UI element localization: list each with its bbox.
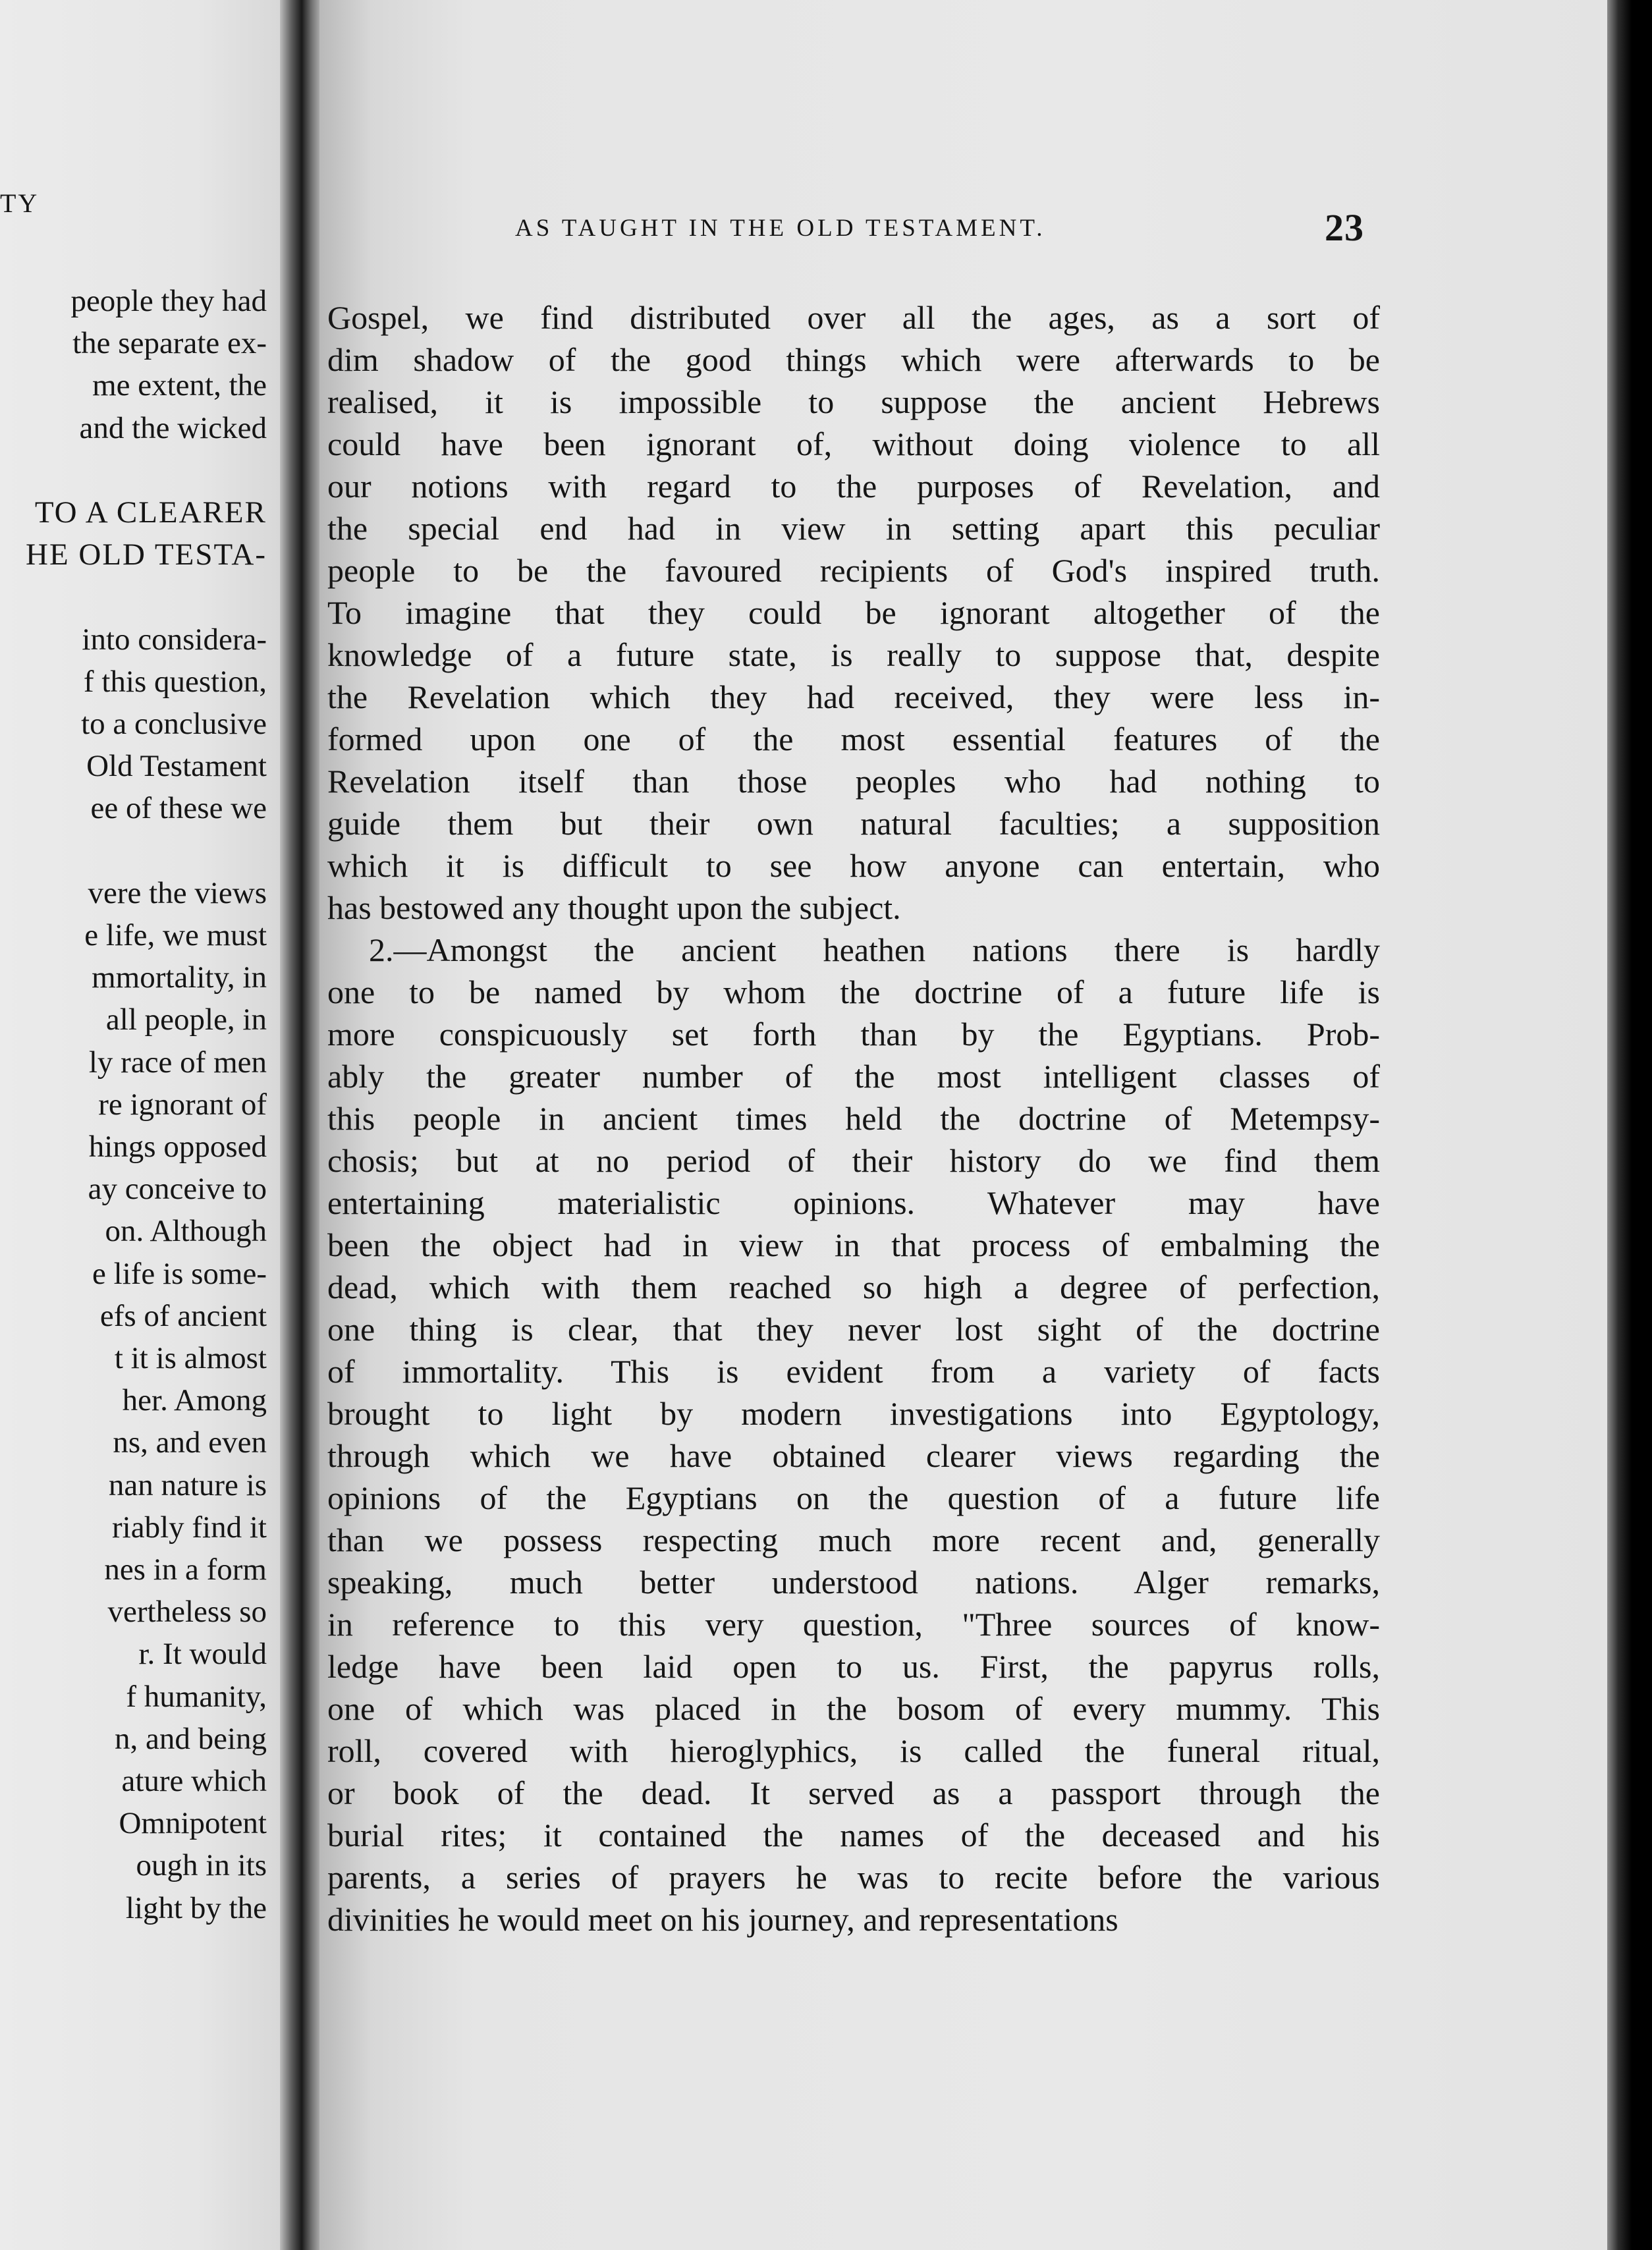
body-text-line: one of which was placed in the bosom of every mummy. This xyxy=(327,1690,1380,1727)
left-text-line: me extent, the xyxy=(92,368,267,402)
body-text-line: knowledge of a future state, is really to suppose that, despite xyxy=(327,636,1380,673)
body-text-line: 2.—Amongst the ancient heathen nations there is hardly xyxy=(369,931,1380,968)
left-text-line: e life is some- xyxy=(92,1257,267,1291)
left-text-line: r. It would xyxy=(138,1637,267,1671)
running-head: AS TAUGHT IN THE OLD TESTAMENT. xyxy=(515,215,1046,242)
left-text-line: nes in a form xyxy=(104,1552,267,1587)
left-text-line: vertheless so xyxy=(107,1595,267,1629)
left-text-line: re ignorant of xyxy=(98,1087,267,1122)
left-running-head: TY xyxy=(0,188,40,218)
left-text-line: nan nature is xyxy=(108,1468,267,1502)
body-text-line: through which we have obtained clearer views regarding the xyxy=(327,1437,1380,1474)
left-page xyxy=(0,0,280,2250)
body-text-line: parents, a series of prayers he was to recite before the various xyxy=(327,1859,1380,1896)
body-text-line: Revelation itself than those peoples who had nothing to xyxy=(327,763,1380,800)
left-text-line: vere the views xyxy=(88,876,267,910)
body-text-line: which it is difficult to see how anyone can entertain, who xyxy=(327,847,1380,884)
body-text-line: in reference to this very question, "Three sources of know- xyxy=(327,1606,1380,1643)
left-text-line: e life, we must xyxy=(84,918,267,952)
body-text-line: the special end had in view in setting apart this peculiar xyxy=(327,510,1380,547)
body-text-line: opinions of the Egyptians on the question of a future life xyxy=(327,1479,1380,1516)
body-text-line: of immortality. This is evident from a variety of facts xyxy=(327,1353,1380,1390)
body-text-line: divinities he would meet on his journey, and representations xyxy=(327,1901,1118,1938)
book-gutter xyxy=(280,0,319,2250)
body-text-line: chosis; but at no period of their history do we find them xyxy=(327,1142,1380,1179)
left-text-line: into considera- xyxy=(82,622,267,657)
left-text-line: efs of ancient xyxy=(99,1299,267,1333)
body-text-line: one to be named by whom the doctrine of a future life is xyxy=(327,974,1380,1010)
left-text-line: n, and being xyxy=(114,1722,267,1756)
left-text-line: ly race of men xyxy=(88,1045,267,1080)
left-text-line: f this question, xyxy=(83,665,267,699)
body-text-line: formed upon one of the most essential features of the xyxy=(327,721,1380,757)
left-text-line: f humanity, xyxy=(126,1680,267,1714)
left-text-line: ns, and even xyxy=(113,1425,267,1460)
left-text-line: light by the xyxy=(125,1891,267,1925)
left-text-line: ay conceive to xyxy=(88,1172,267,1206)
left-text-line: ature which xyxy=(121,1764,267,1798)
body-text-line: this people in ancient times held the doctrine of Metempsy- xyxy=(327,1100,1380,1137)
body-text-line: more conspicuously set forth than by the Egyptians. Prob- xyxy=(327,1016,1380,1053)
body-text-line: or book of the dead. It served as a passport through the xyxy=(327,1774,1380,1811)
body-text-line: the Revelation which they had received, they were less in- xyxy=(327,678,1380,715)
left-text-line: and the wicked xyxy=(79,411,267,445)
left-text-line: ough in its xyxy=(136,1848,267,1882)
body-text-line: roll, covered with hieroglyphics, is called the funeral ritual, xyxy=(327,1732,1380,1769)
body-text-line: ably the greater number of the most intelligent classes of xyxy=(327,1058,1380,1095)
left-text-line: Omnipotent xyxy=(119,1806,267,1840)
body-text-line: burial rites; it contained the names of the deceased and his xyxy=(327,1817,1380,1853)
body-text-line: one thing is clear, that they never lost sight of the doctrine xyxy=(327,1311,1380,1348)
left-text-line: to a conclusive xyxy=(81,707,267,741)
body-text-line: been the object had in view in that process of embalming the xyxy=(327,1226,1380,1263)
left-text-line: hings opposed xyxy=(88,1130,267,1164)
body-text-line: speaking, much better understood nations. Alger remarks, xyxy=(327,1564,1380,1601)
left-text-line: her. Among xyxy=(122,1383,267,1417)
body-text-line: could have been ignorant of, without doing violence to all xyxy=(327,425,1380,462)
left-text-line: people they had xyxy=(70,284,267,318)
body-text-line: dead, which with them reached so high a degree of perfection, xyxy=(327,1269,1380,1305)
body-text-line: realised, it is impossible to suppose the ancient Hebrews xyxy=(327,383,1380,420)
left-text-line: TO A CLEARER xyxy=(34,495,267,530)
body-text-line: people to be the favoured recipients of God's inspired truth. xyxy=(327,552,1380,589)
left-text-line: all people, in xyxy=(105,1002,267,1037)
body-text-line: Gospel, we find distributed over all the ages, as a sort of xyxy=(327,299,1380,336)
left-text-line: on. Although xyxy=(105,1214,267,1248)
body-text-line: brought to light by modern investigations into Egyptology, xyxy=(327,1395,1380,1432)
left-text-line: riably find it xyxy=(112,1510,267,1545)
body-text-line: our notions with regard to the purposes of Revelation, and xyxy=(327,468,1380,505)
left-text-line: the separate ex- xyxy=(72,326,267,360)
body-text-line: dim shadow of the good things which were afterwards to be xyxy=(327,341,1380,378)
left-text-line: Old Testament xyxy=(86,749,267,783)
left-text-line: HE OLD TESTA- xyxy=(26,537,267,572)
body-text-line: entertaining materialistic opinions. Whatever may have xyxy=(327,1184,1380,1221)
body-text-line: To imagine that they could be ignorant altogether of the xyxy=(327,594,1380,631)
body-text-line: ledge have been laid open to us. First, the papyrus rolls, xyxy=(327,1648,1380,1685)
body-text-line: has bestowed any thought upon the subject. xyxy=(327,889,901,926)
left-text-line: mmortality, in xyxy=(92,960,267,995)
body-text-line: guide them but their own natural faculties; a supposition xyxy=(327,805,1380,842)
page-edge-shadow xyxy=(1607,0,1652,2250)
left-text-line: t it is almost xyxy=(114,1341,267,1375)
left-text-line: ee of these we xyxy=(90,791,267,825)
body-text-line: than we possess respecting much more recent and, generally xyxy=(327,1522,1380,1558)
page-number: 23 xyxy=(1325,206,1364,249)
